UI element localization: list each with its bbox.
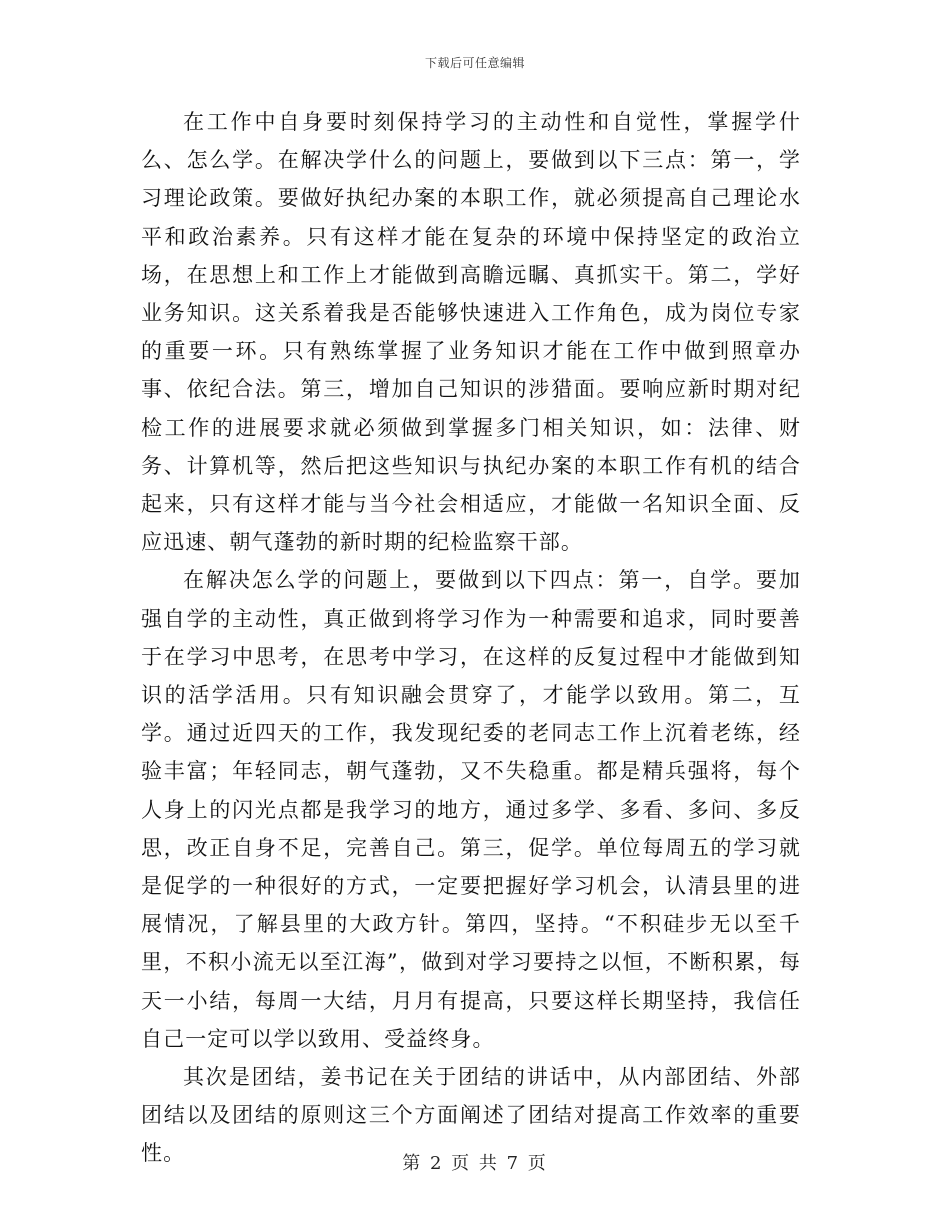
paragraph-unity: 其次是团结，姜书记在关于团结的讲话中，从内部团结、外部团结以及团结的原则这三个方面阐述了团结对提高工作效率的重要性。: [141, 1065, 801, 1166]
current-page-number: 2: [429, 1153, 444, 1174]
footer-prefix: 第: [402, 1153, 423, 1174]
paragraph-learning-content: 在工作中自身要时刻保持学习的主动性和自觉性，掌握学什么、怎么学。在解决学什么的问题上，要做到以下三点：第一，学习理论政策。要做好执纪办案的本职工作，就必须提高自己理论水平和政治素养。只有这样才能在复杂的环境中保持坚定的政治立场，在思想上和工作上才能做到高瞻远瞩、真抓实干。第二，学好业务知识。这关系着我是否能够快速进入工作角色，成为岗位专家的重要一环。只有熟练掌握了业务知识才能在工作中做到照章办事、依纪合法。第三，增加自己知识的涉猎面。要响应新时期对纪检工作的进展要求就必须做到掌握多门相关知识，如：法律、财务、计算机等，然后把这些知识与执纪办案的本职工作有机的结合起来，只有这样才能与当今社会相适应，才能做一名知识全面、反应迅速、朝气蓬勃的新时期的纪检监察干部。: [141, 110, 801, 555]
paragraph-learning-method: 在解决怎么学的问题上，要做到以下四点：第一，自学。要加强自学的主动性，真正做到将学习作为一种需要和追求，同时要善于在学习中思考，在思考中学习，在这样的反复过程中才能做到知识的活学活用。只有知识融会贯穿了，才能学以致用。第二，互学。通过近四天的工作，我发现纪委的老同志工作上沉着老练，经验丰富；年轻同志，朝气蓬勃，又不失稳重。都是精兵强将，每个人身上的闪光点都是我学习的地方，通过多学、多看、多问、多反思，改正自身不足，完善自己。第三，促学。单位每周五的学习就是促学的一种很好的方式，一定要把握好学习机会，认清县里的进展情况，了解县里的大政方针。第四，坚持。“不积硅步无以至千里，不积小流无以至江海”，做到对学习要持之以恒，不断积累，每天一小结，每周一大结，月月有提高，只要这样长期坚持，我信任自己一定可以学以致用、受益终身。: [141, 568, 801, 1051]
page-footer: [0, 1149, 950, 1175]
footer-middle: 页 共: [451, 1153, 499, 1174]
document-body: [141, 103, 801, 1173]
footer-suffix: 页: [527, 1153, 548, 1174]
page-header: 下载后可任意编辑: [424, 56, 525, 70]
total-page-count: 7: [506, 1153, 521, 1174]
